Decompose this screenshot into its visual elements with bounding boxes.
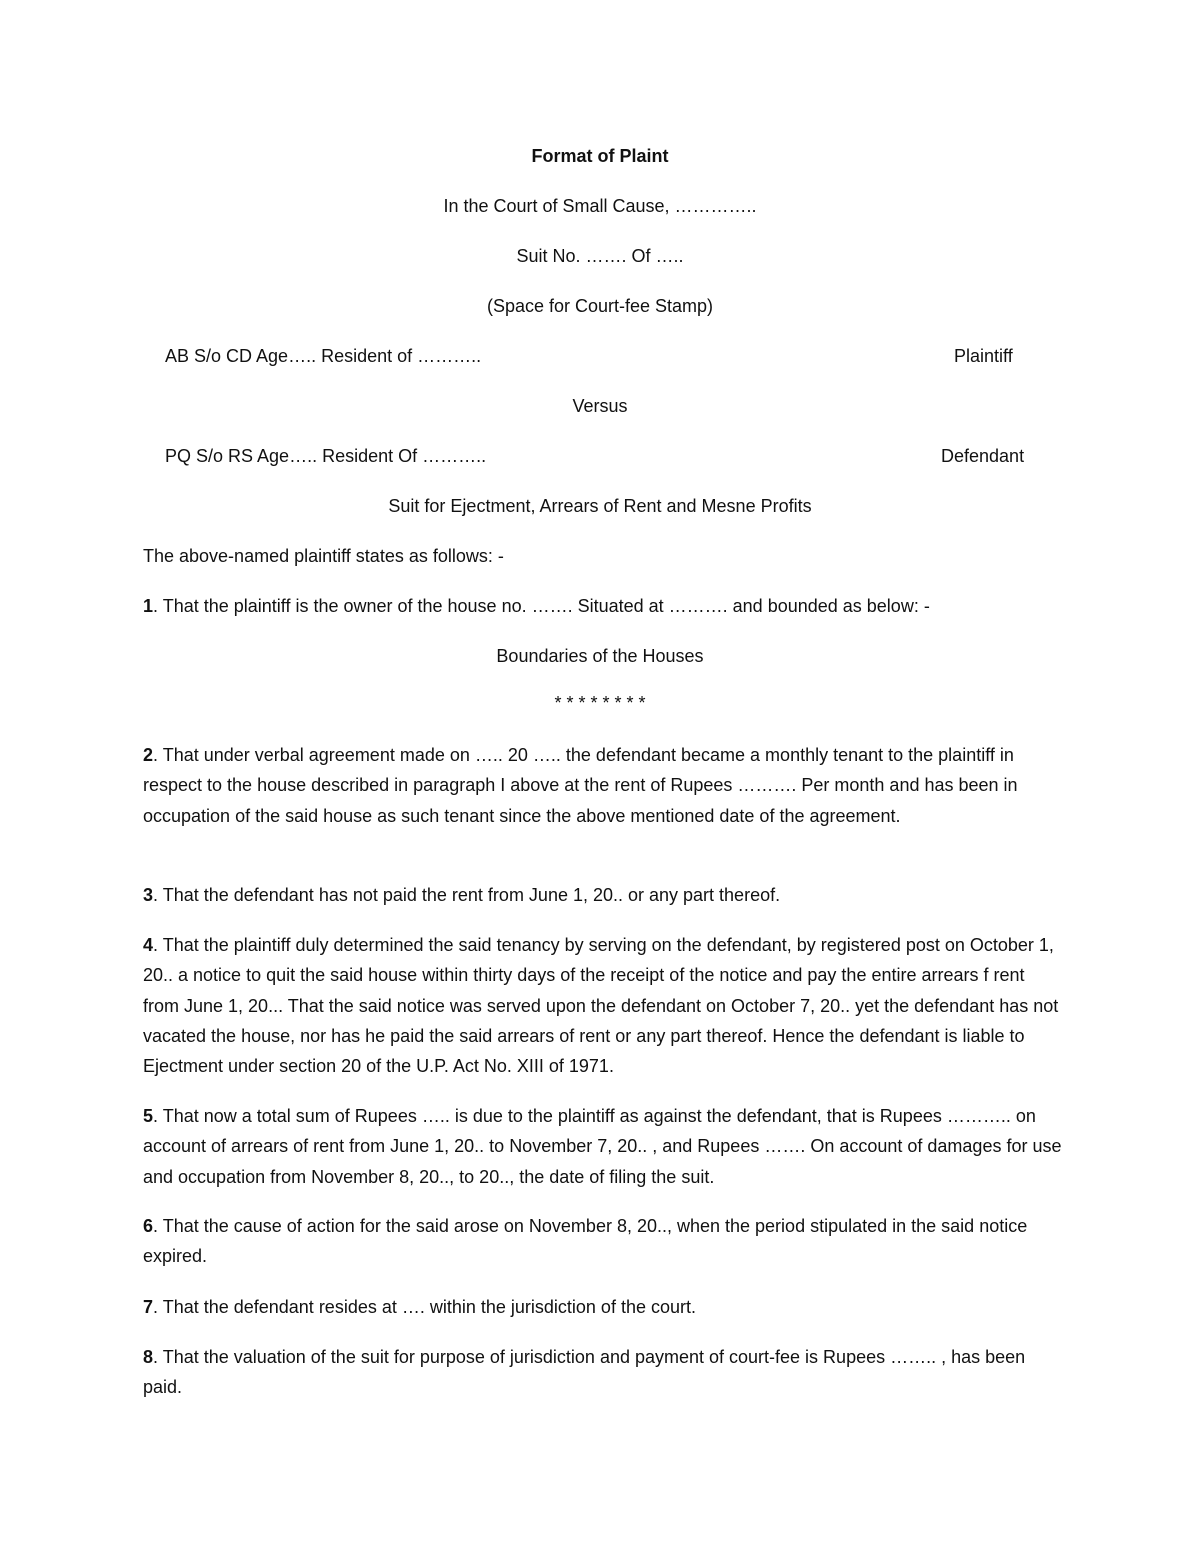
boundaries-heading: Boundaries of the Houses (496, 646, 704, 666)
paragraph-number: 5 (143, 1106, 154, 1126)
paragraph-3 (143, 880, 1063, 910)
paragraph-number: 2 (143, 745, 154, 765)
paragraph-1 (143, 591, 1063, 621)
paragraph-number: 7 (143, 1297, 154, 1317)
paragraph-text: . That the plaintiff is the owner of the house no. ……. Situated at ………. and bounded as below: - (153, 596, 930, 616)
paragraph-text: . That under verbal agreement made on ….. 20 ….. the defendant became a monthly tenant to the plaintiff in respect to the house described in paragraph I above at the rent of Rupees ………. Per month and has been in occupation of the said house as such tenant since the above mentioned date of the agreement. (143, 745, 1018, 826)
paragraph-2 (143, 740, 1063, 831)
paragraph-number: 3 (143, 885, 154, 905)
document-title: Format of Plaint (531, 146, 669, 166)
paragraph-4 (143, 930, 1063, 1081)
paragraph-text: . That the valuation of the suit for purpose of jurisdiction and payment of court-fee is Rupees …….. , has been paid. (143, 1347, 1026, 1398)
paragraph-8 (143, 1342, 1063, 1403)
paragraph-number: 4 (143, 935, 154, 955)
defendant-role: Defendant (941, 446, 1025, 466)
court-fee-stamp-space: (Space for Court-fee Stamp) (486, 296, 714, 316)
paragraph-number: 1 (143, 596, 154, 616)
boundaries-placeholder: * * * * * * * * (554, 693, 646, 713)
paragraph-5 (143, 1101, 1063, 1192)
plaintiff-details: AB S/o CD Age….. Resident of ……….. (165, 346, 482, 366)
paragraph-text: . That the plaintiff duly determined the said tenancy by serving on the defendant, by registered post on October 1, 20.. a notice to quit the said house within thirty days of the receipt of the notice and pay the entire arrears f rent from June 1, 20... That the said notice was served upon the defendant on October 7, 20.. yet the defendant has not vacated the house, nor has he paid the said arrears of rent or any part thereof. Hence the defendant is liable to Ejectment under section 20 of the U.P. Act No. XIII of 1971. (143, 935, 1059, 1077)
paragraph-text: . That the defendant has not paid the rent from June 1, 20.. or any part thereof. (153, 885, 781, 905)
paragraph-6 (143, 1211, 1063, 1272)
paragraph-7 (143, 1292, 1063, 1322)
paragraph-text: . That the defendant resides at …. within the jurisdiction of the court. (153, 1297, 696, 1317)
defendant-details: PQ S/o RS Age….. Resident Of ……….. (165, 446, 487, 466)
paragraph-number: 8 (143, 1347, 154, 1367)
paragraph-number: 6 (143, 1216, 154, 1236)
intro-statement: The above-named plaintiff states as follows: - (143, 546, 504, 566)
versus-label: Versus (572, 396, 628, 416)
court-name: In the Court of Small Cause, ………….. (443, 196, 757, 216)
paragraph-text: . That now a total sum of Rupees ….. is due to the plaintiff as against the defendant, that is Rupees ……….. on account of arrears of rent from June 1, 20.. to November 7, 20.. , and Rupees ……. On account of damages for use and occupation from November 8, 20.., to 20.., the date of filing the suit. (143, 1106, 1062, 1187)
plaintiff-role: Plaintiff (954, 346, 1013, 366)
suit-title: Suit for Ejectment, Arrears of Rent and Mesne Profits (388, 496, 812, 516)
suit-number: Suit No. ……. Of ….. (516, 246, 684, 266)
paragraph-text: . That the cause of action for the said arose on November 8, 20.., when the period stipulated in the said notice expired. (143, 1216, 1028, 1267)
